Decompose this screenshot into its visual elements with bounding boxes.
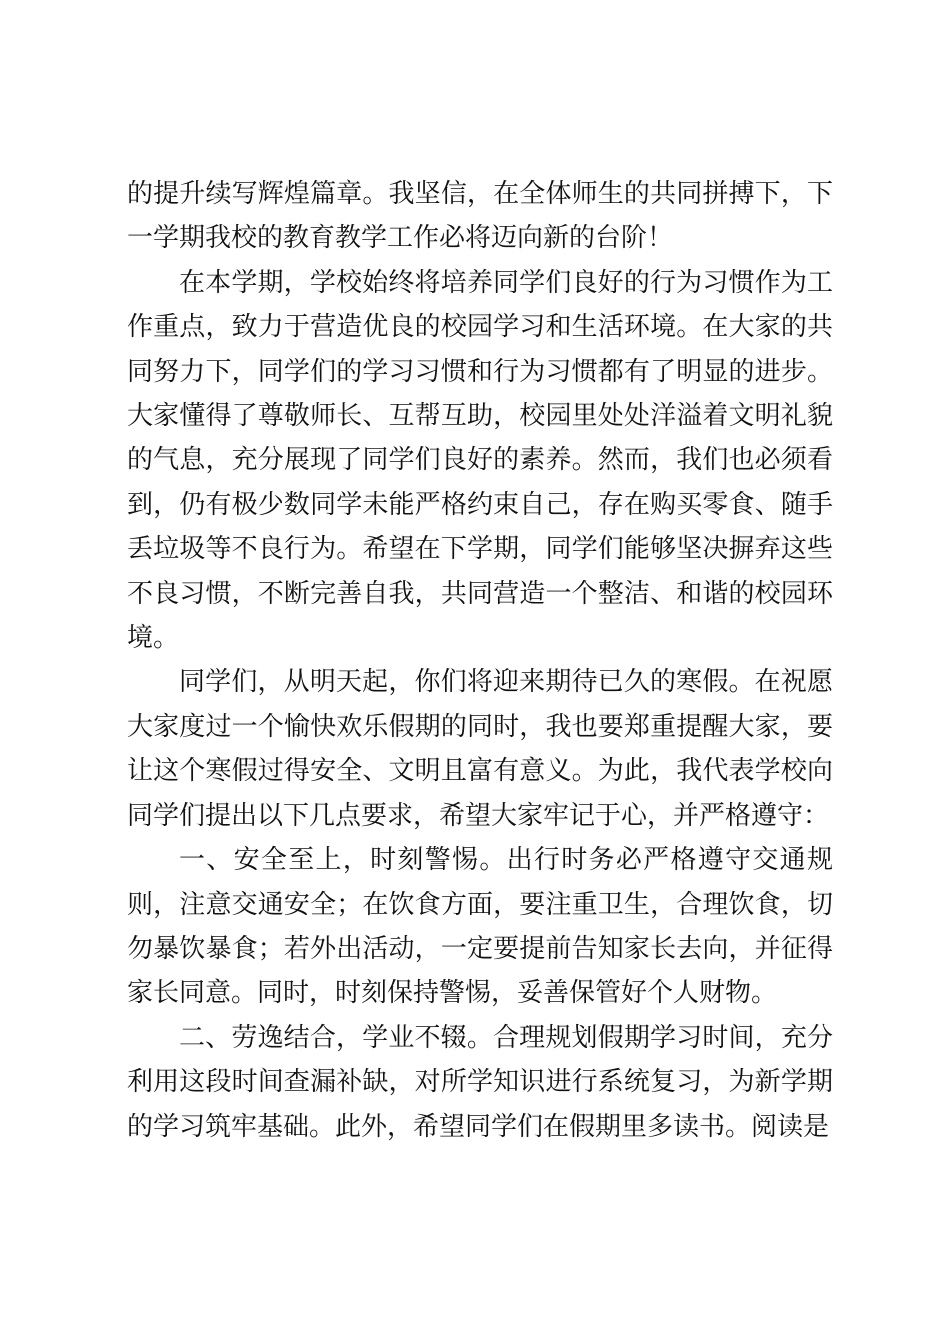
- paragraph-safety-first: 一、安全至上，时刻警惕。出行时务必严格遵守交通规则，注意交通安全；在饮食方面，要注重卫生，合理饮食，切勿暴饮暴食；若外出活动，一定要提前告知家长去向，并征得家长同意。同时，时刻保持警惕，妥善保管好个人财物。: [127, 845, 833, 1009]
- paragraph-behavior-habits: 在本学期，学校始终将培养同学们良好的行为习惯作为工作重点，致力于营造优良的校园学习和生活环境。在大家的共同努力下，同学们的学习习惯和行为习惯都有了明显的进步。大家懂得了尊敬师长、互帮互助，校园里处处洋溢着文明礼貌的气息，充分展现了同学们良好的素养。然而，我们也必须看到，仍有极少数同学未能严格约束自己，存在购买零食、随手丢垃圾等不良行为。希望在下学期，同学们能够坚决摒弃这些不良习惯，不断完善自我，共同营造一个整洁、和谐的校园环境。: [127, 267, 833, 654]
- paragraph-continued: 的提升续写辉煌篇章。我坚信，在全体师生的共同拼搏下，下一学期我校的教育教学工作必将迈向新的台阶！: [127, 179, 833, 254]
- document-body: [127, 172, 833, 1149]
- paragraph-winter-vacation: 同学们，从明天起，你们将迎来期待已久的寒假。在祝愿大家度过一个愉快欢乐假期的同时，我也要郑重提醒大家，要让这个寒假过得安全、文明且富有意义。为此，我代表学校向同学们提出以下几点要求，希望大家牢记于心，并严格遵守：: [127, 667, 833, 831]
- paragraph-study-balance: 二、劳逸结合，学业不辍。合理规划假期学习时间，充分利用这段时间查漏补缺，对所学知识进行系统复习，为新学期的学习筑牢基础。此外，希望同学们在假期里多读书。阅读是: [127, 1022, 833, 1142]
